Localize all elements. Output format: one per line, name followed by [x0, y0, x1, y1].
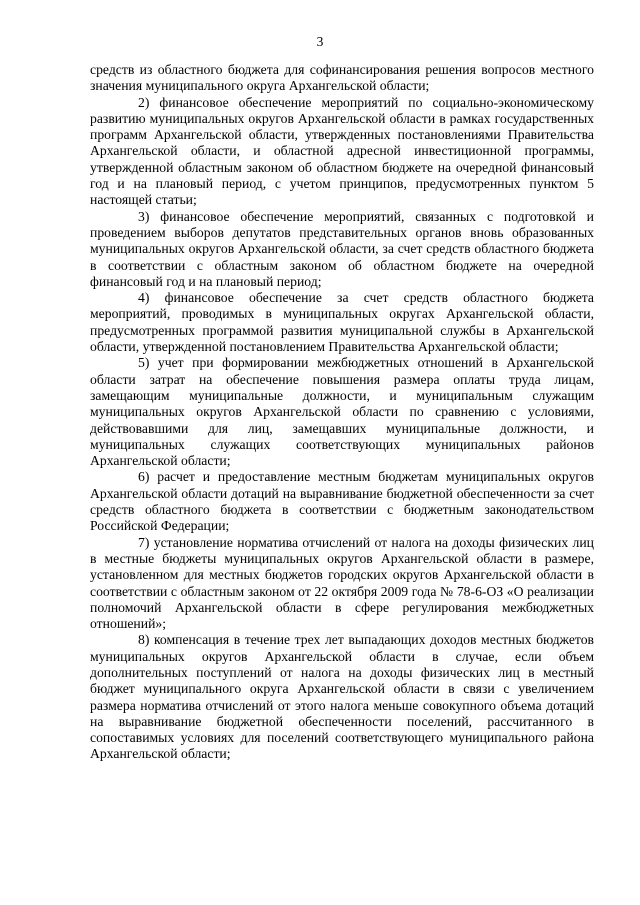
paragraph-item-7: 7) установление норматива отчислений от налога на доходы физических лиц в местные бюджеты муниципальных округов Архангельской области в размере, установленном для местных бюджетов городских округов Архангельской области в соответствии с областным законом от 22 октября 2009 года № 78-6-ОЗ «О реализации полномочий Архангельской области в сфере регулирования межбюджетных отношений»; — [90, 534, 594, 632]
paragraph-item-8: 8) компенсация в течение трех лет выпадающих доходов местных бюджетов муниципальных округов Архангельской области в случае, если объем дополнительных поступлений от налога на доходы физических лиц в местный бюджет муниципального округа Архангельской области в связи с увеличением размера норматива отчислений от этого налога меньше совокупного объема дотаций на выравнивание бюджетной обеспеченности поселений, рассчитанного в сопоставимых условиях для поселений соответствующего муниципального района Архангельской области; — [90, 632, 594, 762]
document-body — [90, 62, 594, 763]
paragraph-item-4: 4) финансовое обеспечение за счет средств областного бюджета мероприятий, проводимых в муниципальных округах Архангельской области, предусмотренных программой развития муниципальной службы в Архангельской области, утвержденной постановлением Правительства Архангельской области; — [90, 290, 594, 355]
paragraph-item-6: 6) расчет и предоставление местным бюджетам муниципальных округов Архангельской области дотаций на выравнивание бюджетной обеспеченности за счет средств областного бюджета в соответствии с бюджетным законодательством Российской Федерации; — [90, 469, 594, 534]
paragraph-item-5: 5) учет при формировании межбюджетных отношений в Архангельской области затрат на обеспечение повышения размера оплаты труда лицам, замещающим муниципальные должности, и муниципальным служащим муниципальных округов Архангельской области по сравнению с условиями, действовавшими для лиц, замещавших муниципальные должности, и муниципальных служащих соответствующих муниципальных районов Архангельской области; — [90, 355, 594, 469]
page-number: 3 — [316, 34, 324, 49]
paragraph-item-2: 2) финансовое обеспечение мероприятий по социально-экономическому развитию муниципальных округов Архангельской области в рамках государственных программ Архангельской области, утвержденных постановлениями Правительства Архангельской области, и областной адресной инвестиционной программы, утвержденной областным законом об областном бюджете на очередной финансовый год и на плановый период, с учетом принципов, предусмотренных пунктом 5 настоящей статьи; — [90, 94, 594, 208]
paragraph-continuation: средств из областного бюджета для софинансирования решения вопросов местного значения муниципального округа Архангельской области; — [90, 62, 594, 94]
paragraph-item-3: 3) финансовое обеспечение мероприятий, связанных с подготовкой и проведением выборов депутатов представительных органов вновь образованных муниципальных округов Архангельской области, за счет средств областного бюджета в соответствии с областным законом об областном бюджете на очередной финансовый год и на плановый период; — [90, 208, 594, 289]
